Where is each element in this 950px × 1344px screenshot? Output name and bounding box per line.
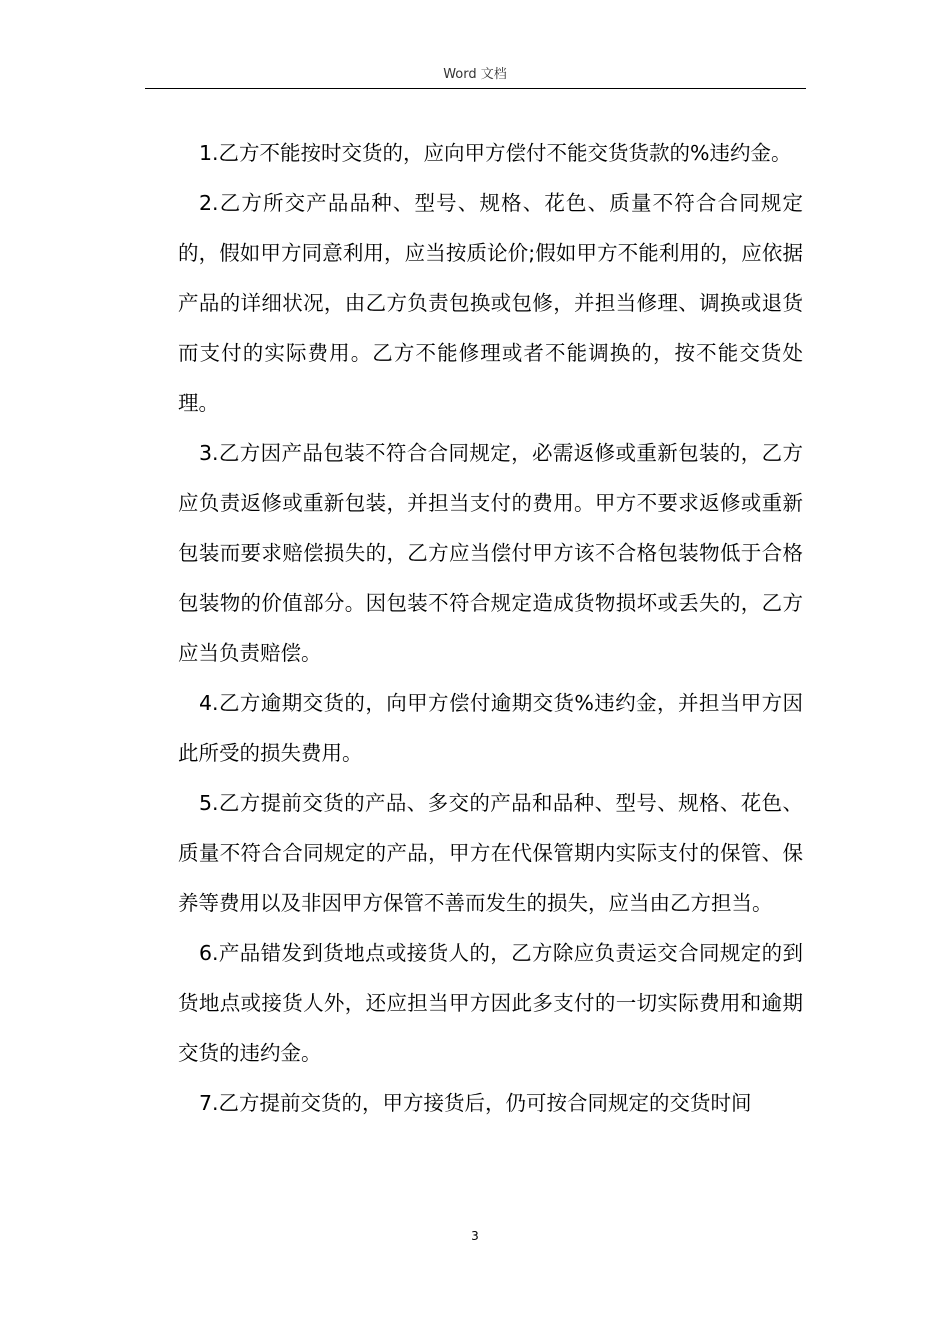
header-divider [145, 88, 806, 89]
clause-3: 3.乙方因产品包装不符合合同规定，必需返修或重新包装的，乙方应负责返修或重新包装，并担当支付的费用。甲方不要求返修或重新包装而要求赔偿损失的，乙方应当偿付甲方该不合格包装物低于合格包装物的价值部分。因包装不符合规定造成货物损坏或丢失的，乙方应当负责赔偿。 [178, 441, 803, 665]
header-title: Word 文档 [443, 67, 507, 82]
page-number: 3 [471, 1229, 479, 1243]
clause-5: 5.乙方提前交货的产品、多交的产品和品种、型号、规格、花色、质量不符合合同规定的产品，甲方在代保管期内实际支付的保管、保养等费用以及非因甲方保管不善而发生的损失，应当由乙方担当。 [178, 791, 803, 915]
clause-7: 7.乙方提前交货的，甲方接货后，仍可按合同规定的交货时间 [199, 1091, 752, 1115]
clause-4: 4.乙方逾期交货的，向甲方偿付逾期交货%违约金，并担当甲方因此所受的损失费用。 [178, 691, 803, 765]
clause-6: 6.产品错发到货地点或接货人的，乙方除应负责运交合同规定的到货地点或接货人外，还应担当甲方因此多支付的一切实际费用和逾期交货的违约金。 [178, 941, 803, 1065]
clause-1: 1.乙方不能按时交货的，应向甲方偿付不能交货货款的%违约金。 [199, 141, 792, 165]
clause-2: 2.乙方所交产品品种、型号、规格、花色、质量不符合合同规定的，假如甲方同意利用，应当按质论价;假如甲方不能利用的，应依据产品的详细状况，由乙方负责包换或包修，并担当修理、调换或退货而支付的实际费用。乙方不能修理或者不能调换的，按不能交货处理。 [178, 191, 803, 415]
document-body [178, 128, 803, 1128]
